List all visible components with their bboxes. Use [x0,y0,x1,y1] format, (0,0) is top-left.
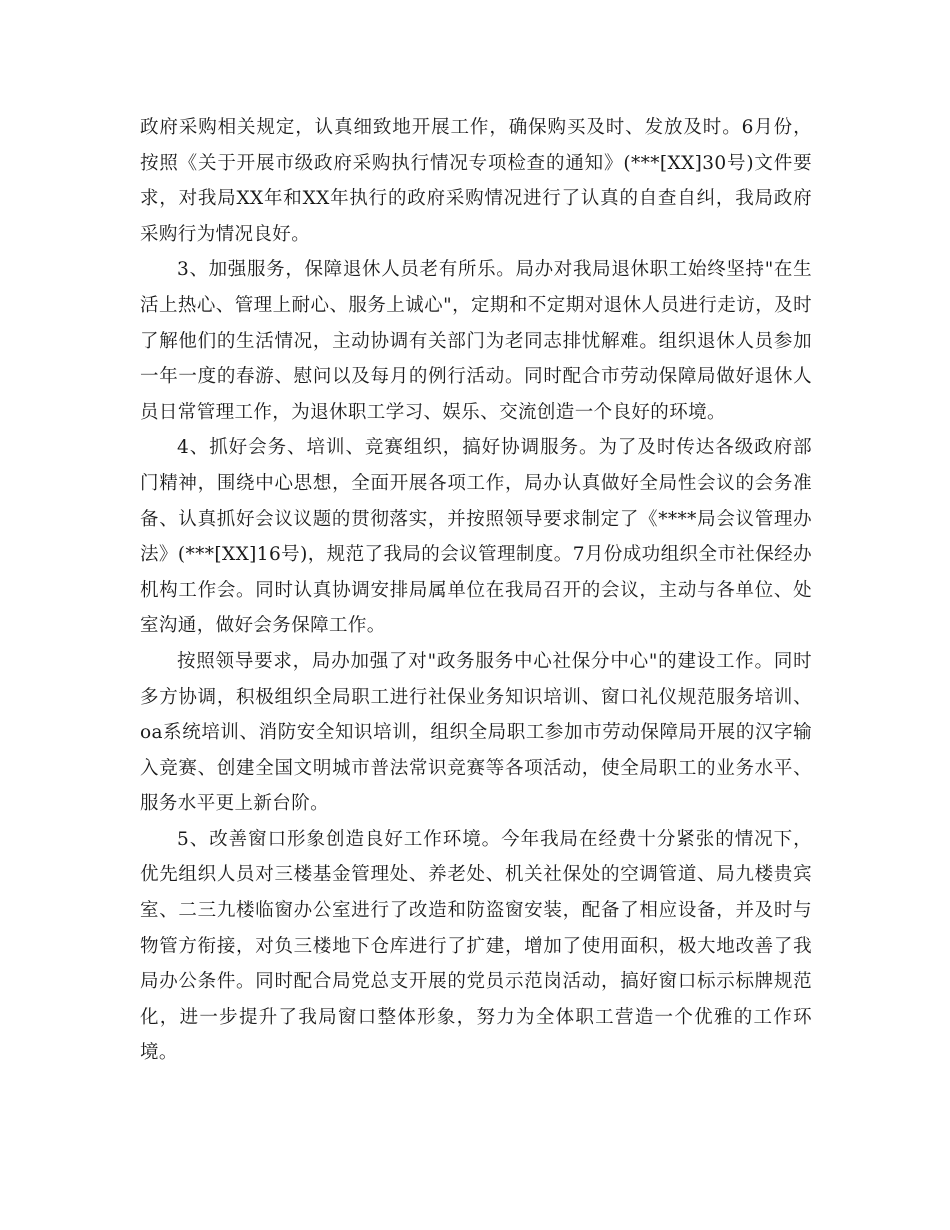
paragraph-meeting-training: 4、抓好会务、培训、竞赛组织，搞好协调服务。为了及时传达各级政府部门精神，围绕中心思想，全面开展各项工作，局办认真做好全局性会议的会务准备、认真抓好会议议题的贯彻落实，并按照领导要求制定了《****局会议管理办法》(***[XX]16号)，规范了我局的会议管理制度。7月份成功组织全市社保经办机构工作会。同时认真协调安排局属单位在我局召开的会议，主动与各单位、处室沟通，做好会务保障工作。 [140,437,812,637]
document-body [140,110,812,1071]
paragraph-service-center: 按照领导要求，局办加强了对"政务服务中心社保分中心"的建设工作。同时多方协调，积极组织全局职工进行社保业务知识培训、窗口礼仪规范服务培训、oa系统培训、消防安全知识培训，组织全局职工参加市劳动保障局开展的汉字输入竞赛、创建全国文明城市普法常识竞赛等各项活动，使全局职工的业务水平、服务水平更上新台阶。 [140,650,812,815]
paragraph-window-environment: 5、改善窗口形象创造良好工作环境。今年我局在经费十分紧张的情况下，优先组织人员对三楼基金管理处、养老处、机关社保处的空调管道、局九楼贵宾室、二三九楼临窗办公室进行了改造和防盗窗安装，配备了相应设备，并及时与物管方衔接，对负三楼地下仓库进行了扩建，增加了使用面积，极大地改善了我局办公条件。同时配合局党总支开展的党员示范岗活动，搞好窗口标示标牌规范化，进一步提升了我局窗口整体形象，努力为全体职工营造一个优雅的工作环境。 [140,828,812,1064]
paragraph-procurement-continued: 政府采购相关规定，认真细致地开展工作，确保购买及时、发放及时。6月份，按照《关于开展市级政府采购执行情况专项检查的通知》(***[XX]30号)文件要求，对我局XX年和XX年执行的政府采购情况进行了认真的自查自纠，我局政府采购行为情况良好。 [140,117,812,245]
paragraph-retiree-service: 3、加强服务，保障退休人员老有所乐。局办对我局退休职工始终坚持"在生活上热心、管理上耐心、服务上诚心"，定期和不定期对退休人员进行走访，及时了解他们的生活情况，主动协调有关部门为老同志排忧解难。组织退休人员参加一年一度的春游、慰问以及每月的例行活动。同时配合市劳动保障局做好退休人员日常管理工作，为退休职工学习、娱乐、交流创造一个良好的环境。 [140,259,812,423]
